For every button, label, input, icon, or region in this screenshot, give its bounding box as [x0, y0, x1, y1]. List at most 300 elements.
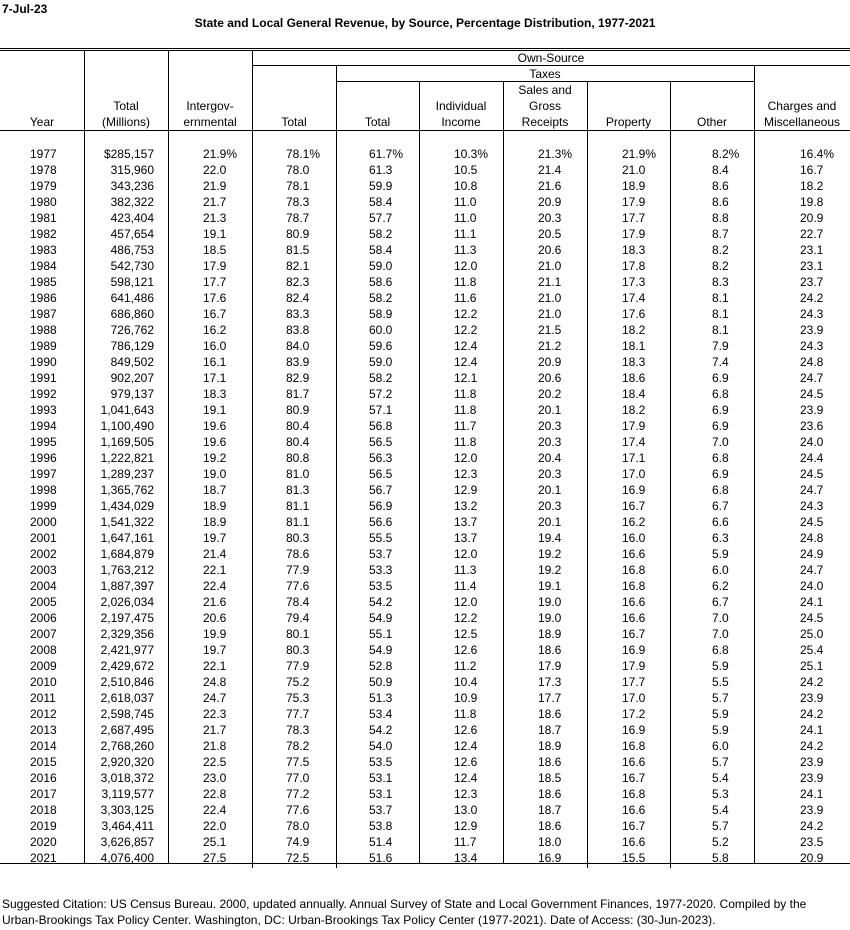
- cell-taxes-total: 51.6: [369, 851, 393, 865]
- cell-property: 16.6: [622, 611, 646, 625]
- cell-property: 16.9: [622, 643, 646, 657]
- cell-own-source-total: 80.9: [286, 227, 310, 241]
- cell-year: 1988: [30, 323, 57, 337]
- cell-sales-gross-receipts: 18.9: [538, 739, 562, 753]
- cell-year: 2010: [30, 675, 57, 689]
- cell-taxes-total: 59.9: [369, 179, 393, 193]
- table-row: [0, 210, 850, 226]
- cell-taxes-total: 58.2: [369, 371, 393, 385]
- cell-charges-misc: 24.2: [800, 739, 824, 753]
- cell-other: 8.8: [712, 211, 729, 225]
- cell-property: 18.4: [622, 387, 646, 401]
- cell-charges-misc: 23.5: [800, 835, 824, 849]
- cell-own-source-total: 82.3: [286, 275, 310, 289]
- cell-individual-income: 12.6: [454, 643, 478, 657]
- cell-year: 1977: [30, 147, 57, 161]
- cell-taxes-total: 54.9: [369, 643, 393, 657]
- cell-own-source-total: 83.3: [286, 307, 310, 321]
- cell-year: 2014: [30, 739, 57, 753]
- cell-other: 5.7: [712, 691, 729, 705]
- cell-other: 6.8: [712, 387, 729, 401]
- cell-individual-income: 12.5: [454, 627, 478, 641]
- cell-charges-misc: 25.4: [800, 643, 824, 657]
- cell-taxes-total: 53.5: [369, 755, 393, 769]
- cell-other: 8.4: [712, 163, 729, 177]
- cell-intergovernmental: 21.7: [203, 723, 227, 737]
- cell-property: 16.6: [622, 547, 646, 561]
- cell-own-source-total: 78.7: [286, 211, 310, 225]
- cell-intergovernmental: 16.0: [203, 339, 227, 353]
- cell-total-millions: 2,026,034: [100, 595, 154, 609]
- cell-property: 16.6: [622, 803, 646, 817]
- cell-total-millions: $285,157: [103, 147, 154, 161]
- cell-own-source-total: 78.3: [286, 723, 310, 737]
- cell-taxes-total: 53.7: [369, 803, 393, 817]
- cell-individual-income: 11.8: [454, 435, 477, 449]
- cell-own-source-total: 75.3: [286, 691, 310, 705]
- cell-own-source-total: 81.1: [286, 515, 310, 529]
- cell-own-source-total: 81.3: [286, 483, 310, 497]
- table-row: [0, 610, 850, 626]
- cell-year: 2013: [30, 723, 57, 737]
- cell-property: 17.3: [622, 275, 646, 289]
- header-sales-line3: Receipts: [521, 115, 569, 129]
- cell-total-millions: 1,289,237: [100, 467, 154, 481]
- cell-individual-income: 12.2: [454, 323, 478, 337]
- cell-intergovernmental: 17.1: [203, 371, 227, 385]
- cell-taxes-total: 56.7: [369, 483, 393, 497]
- cell-intergovernmental: 21.6: [203, 595, 227, 609]
- cell-charges-misc: 24.4: [800, 451, 824, 465]
- cell-charges-misc: 23.9: [800, 403, 824, 417]
- cell-intergovernmental: 20.6: [203, 611, 227, 625]
- cell-intergovernmental: 18.5: [203, 243, 227, 257]
- cell-other: 8.1: [712, 323, 729, 337]
- cell-individual-income: 11.6: [454, 291, 477, 305]
- cell-own-source-total: 80.1: [286, 627, 310, 641]
- cell-year: 1998: [30, 483, 57, 497]
- cell-charges-misc: 23.9: [800, 691, 824, 705]
- cell-sales-gross-receipts: 19.4: [538, 531, 562, 545]
- table-row: [0, 850, 850, 866]
- cell-charges-misc: 16.7: [800, 163, 824, 177]
- cell-total-millions: 542,730: [110, 259, 154, 273]
- cell-year: 1997: [30, 467, 57, 481]
- cell-own-source-total: 80.8: [286, 451, 310, 465]
- cell-property: 18.6: [622, 371, 646, 385]
- cell-property: 18.2: [622, 323, 646, 337]
- cell-total-millions: 3,119,577: [101, 787, 154, 801]
- cell-taxes-total: 57.7: [369, 211, 393, 225]
- table-row: [0, 386, 850, 402]
- cell-intergovernmental: 16.1: [203, 355, 227, 369]
- cell-taxes-total: 56.9: [369, 499, 393, 513]
- cell-property: 16.7: [622, 627, 646, 641]
- header-sales-line1: Sales and: [518, 83, 572, 97]
- table-row: [0, 402, 850, 418]
- cell-individual-income: 12.4: [454, 771, 478, 785]
- cell-own-source-total: 80.3: [286, 531, 310, 545]
- cell-taxes-total: 55.1: [369, 627, 393, 641]
- cell-individual-income: 12.3: [454, 467, 478, 481]
- header-property: Property: [605, 115, 652, 129]
- cell-own-source-total: 77.9: [286, 659, 310, 673]
- cell-sales-gross-receipts: 19.2: [538, 547, 562, 561]
- cell-intergovernmental: 24.8: [203, 675, 227, 689]
- table-row: [0, 466, 850, 482]
- cell-own-source-total: 77.9: [286, 563, 310, 577]
- cell-intergovernmental: 24.7: [203, 691, 227, 705]
- cell-intergovernmental: 19.0: [203, 467, 227, 481]
- cell-charges-misc: 24.3: [800, 499, 824, 513]
- cell-other: 6.7: [712, 595, 729, 609]
- cell-charges-misc: 24.2: [800, 675, 824, 689]
- cell-individual-income: 12.6: [454, 755, 478, 769]
- cell-intergovernmental: 19.1: [203, 227, 227, 241]
- cell-charges-misc: 24.5: [800, 611, 824, 625]
- table-row: [0, 338, 850, 354]
- cell-own-source-total: 82.9: [286, 371, 310, 385]
- cell-sales-gross-receipts: 18.0: [538, 835, 562, 849]
- cell-sales-gross-receipts: 20.3: [538, 419, 562, 433]
- cell-property: 15.5: [622, 851, 646, 865]
- cell-sales-gross-receipts: 20.2: [538, 387, 562, 401]
- cell-property: 17.1: [622, 451, 646, 465]
- table-row: [0, 354, 850, 370]
- cell-intergovernmental: 19.2: [203, 451, 227, 465]
- cell-charges-misc: 24.9: [800, 547, 824, 561]
- cell-sales-gross-receipts: 17.7: [538, 691, 562, 705]
- cell-year: 2016: [30, 771, 57, 785]
- cell-taxes-total: 58.9: [369, 307, 393, 321]
- cell-other: 7.9: [712, 339, 729, 353]
- cell-individual-income: 12.3: [454, 787, 478, 801]
- cell-intergovernmental: 22.1: [203, 563, 227, 577]
- cell-other: 5.9: [712, 659, 729, 673]
- cell-individual-income: 12.6: [454, 723, 478, 737]
- cell-charges-misc: 24.7: [800, 483, 824, 497]
- cell-total-millions: 641,486: [110, 291, 154, 305]
- cell-property: 16.6: [622, 595, 646, 609]
- cell-taxes-total: 57.2: [369, 387, 393, 401]
- cell-intergovernmental: 19.7: [203, 643, 227, 657]
- cell-charges-misc: 24.7: [800, 371, 824, 385]
- cell-own-source-total: 78.3: [286, 195, 310, 209]
- cell-other: 7.0: [712, 611, 729, 625]
- cell-total-millions: 315,960: [110, 163, 154, 177]
- cell-property: 16.6: [622, 755, 646, 769]
- cell-total-millions: 1,434,029: [100, 499, 154, 513]
- cell-taxes-total: 54.0: [369, 739, 393, 753]
- cell-individual-income: 11.2: [454, 659, 477, 673]
- cell-property: 16.7: [622, 819, 646, 833]
- cell-own-source-total: 80.3: [286, 643, 310, 657]
- cell-property: 17.4: [622, 291, 646, 305]
- header-sales-gross-receipts: [503, 82, 587, 130]
- cell-property: 17.9: [622, 227, 646, 241]
- cell-intergovernmental: 21.9%: [203, 147, 238, 161]
- cell-year: 2007: [30, 627, 57, 641]
- cell-total-millions: 1,041,643: [100, 403, 154, 417]
- table-row: [0, 498, 850, 514]
- cell-taxes-total: 57.1: [369, 403, 393, 417]
- cell-property: 16.7: [622, 771, 646, 785]
- cell-sales-gross-receipts: 20.1: [538, 483, 562, 497]
- cell-property: 21.0: [622, 163, 646, 177]
- cell-own-source-total: 81.5: [286, 243, 310, 257]
- cell-total-millions: 1,647,161: [100, 531, 154, 545]
- cell-charges-misc: 24.3: [800, 339, 824, 353]
- cell-year: 1996: [30, 451, 57, 465]
- cell-intergovernmental: 18.9: [203, 515, 227, 529]
- cell-individual-income: 12.0: [454, 259, 478, 273]
- cell-charges-misc: 23.9: [800, 323, 824, 337]
- cell-year: 1982: [30, 227, 57, 241]
- cell-own-source-total: 82.1: [286, 259, 310, 273]
- cell-intergovernmental: 21.7: [203, 195, 227, 209]
- header-year: Year: [29, 115, 55, 129]
- cell-individual-income: 13.7: [454, 531, 478, 545]
- cell-property: 16.8: [622, 739, 646, 753]
- cell-sales-gross-receipts: 20.3: [538, 211, 562, 225]
- cell-sales-gross-receipts: 20.3: [538, 435, 562, 449]
- cell-intergovernmental: 18.7: [203, 483, 227, 497]
- header-income-line2: Income: [441, 115, 481, 129]
- cell-own-source-total: 78.1: [286, 179, 310, 193]
- cell-total-millions: 686,860: [110, 307, 154, 321]
- cell-other: 5.7: [712, 819, 729, 833]
- cell-property: 16.9: [622, 483, 646, 497]
- cell-other: 8.2: [712, 259, 729, 273]
- cell-intergovernmental: 22.4: [203, 803, 227, 817]
- cell-year: 1995: [30, 435, 57, 449]
- header-charges-misc: [754, 98, 850, 130]
- cell-intergovernmental: 19.6: [203, 435, 227, 449]
- table-row: [0, 258, 850, 274]
- header-taxes-total: Total: [364, 115, 391, 129]
- cell-intergovernmental: 19.6: [203, 419, 227, 433]
- cell-other: 8.1: [712, 291, 729, 305]
- cell-property: 16.8: [622, 787, 646, 801]
- table-row: [0, 306, 850, 322]
- cell-individual-income: 11.8: [454, 275, 477, 289]
- table-row: [0, 626, 850, 642]
- cell-intergovernmental: 19.1: [203, 403, 227, 417]
- cell-charges-misc: 24.0: [800, 579, 824, 593]
- cell-year: 1994: [30, 419, 57, 433]
- cell-sales-gross-receipts: 21.1: [538, 275, 562, 289]
- cell-other: 6.9: [712, 403, 729, 417]
- cell-sales-gross-receipts: 18.9: [538, 627, 562, 641]
- cell-property: 18.2: [622, 403, 646, 417]
- table-row: [0, 242, 850, 258]
- cell-other: 6.8: [712, 451, 729, 465]
- cell-other: 5.3: [712, 787, 729, 801]
- cell-year: 2017: [30, 787, 57, 801]
- cell-charges-misc: 18.2: [800, 179, 824, 193]
- cell-taxes-total: 55.5: [369, 531, 393, 545]
- table-title: State and Local General Revenue, by Source, Percentage Distribution, 1977-2021: [194, 16, 656, 30]
- cell-sales-gross-receipts: 18.6: [538, 819, 562, 833]
- cell-total-millions: 1,763,212: [100, 563, 154, 577]
- cell-other: 6.0: [712, 563, 729, 577]
- table-row: [0, 770, 850, 786]
- cell-sales-gross-receipts: 18.6: [538, 643, 562, 657]
- cell-taxes-total: 50.9: [369, 675, 393, 689]
- cell-intergovernmental: 21.9: [203, 179, 227, 193]
- cell-property: 17.4: [622, 435, 646, 449]
- cell-property: 17.0: [622, 691, 646, 705]
- table-row: [0, 706, 850, 722]
- table-row: [0, 194, 850, 210]
- cell-charges-misc: 24.7: [800, 563, 824, 577]
- cell-own-source-total: 75.2: [286, 675, 310, 689]
- cell-total-millions: 2,421,977: [100, 643, 154, 657]
- cell-total-millions: 1,365,762: [100, 483, 154, 497]
- cell-other: 8.6: [712, 195, 729, 209]
- cell-individual-income: 11.3: [454, 243, 477, 257]
- citation-line2: Urban-Brookings Tax Policy Center. Washington, DC: Urban-Brookings Tax Policy Center (1977-2021). Date of Access: (30-Jun-2023).: [2, 913, 716, 927]
- cell-taxes-total: 58.4: [369, 243, 393, 257]
- table-row: [0, 514, 850, 530]
- cell-charges-misc: 24.8: [800, 355, 824, 369]
- cell-property: 16.0: [622, 531, 646, 545]
- cell-individual-income: 11.8: [454, 387, 477, 401]
- cell-property: 17.7: [622, 211, 646, 225]
- cell-taxes-total: 56.3: [369, 451, 393, 465]
- cell-taxes-total: 61.7%: [369, 147, 404, 161]
- citation: [2, 896, 848, 928]
- cell-year: 2020: [30, 835, 57, 849]
- cell-own-source-total: 83.8: [286, 323, 310, 337]
- cell-taxes-total: 51.4: [369, 835, 393, 849]
- cell-other: 5.8: [712, 851, 729, 865]
- cell-sales-gross-receipts: 18.7: [538, 723, 562, 737]
- cell-property: 17.9: [622, 419, 646, 433]
- cell-intergovernmental: 25.1: [203, 835, 227, 849]
- cell-charges-misc: 24.5: [800, 387, 824, 401]
- cell-other: 7.4: [712, 355, 729, 369]
- cell-other: 6.9: [712, 371, 729, 385]
- cell-charges-misc: 25.0: [800, 627, 824, 641]
- cell-property: 17.8: [622, 259, 646, 273]
- cell-taxes-total: 59.0: [369, 259, 393, 273]
- cell-own-source-total: 72.5: [286, 851, 310, 865]
- table-row: [0, 546, 850, 562]
- header-other: Other: [696, 115, 727, 129]
- cell-sales-gross-receipts: 21.0: [538, 259, 562, 273]
- cell-sales-gross-receipts: 18.6: [538, 787, 562, 801]
- cell-individual-income: 12.4: [454, 339, 478, 353]
- cell-charges-misc: 24.1: [800, 595, 824, 609]
- cell-total-millions: 726,762: [110, 323, 154, 337]
- header-total-millions-line2: (Millions): [102, 115, 150, 129]
- cell-total-millions: 1,100,490: [100, 419, 154, 433]
- cell-property: 18.1: [622, 339, 646, 353]
- cell-property: 17.9: [622, 659, 646, 673]
- cell-year: 2021: [30, 851, 57, 865]
- cell-total-millions: 2,687,495: [100, 723, 154, 737]
- cell-individual-income: 12.1: [454, 371, 478, 385]
- cell-sales-gross-receipts: 21.0: [538, 307, 562, 321]
- cell-charges-misc: 24.2: [800, 819, 824, 833]
- cell-sales-gross-receipts: 20.3: [538, 499, 562, 513]
- cell-total-millions: 343,236: [110, 179, 154, 193]
- cell-total-millions: 2,618,037: [100, 691, 154, 705]
- cell-property: 16.2: [622, 515, 646, 529]
- cell-charges-misc: 24.8: [800, 531, 824, 545]
- cell-sales-gross-receipts: 21.2: [538, 339, 562, 353]
- cell-total-millions: 457,654: [110, 227, 154, 241]
- cell-year: 2001: [30, 531, 57, 545]
- cell-individual-income: 12.0: [454, 595, 478, 609]
- cell-other: 5.9: [712, 707, 729, 721]
- cell-year: 2019: [30, 819, 57, 833]
- cell-charges-misc: 20.9: [800, 211, 824, 225]
- cell-individual-income: 12.0: [454, 547, 478, 561]
- cell-own-source-total: 77.6: [286, 579, 310, 593]
- cell-year: 1983: [30, 243, 57, 257]
- cell-total-millions: 1,169,505: [100, 435, 154, 449]
- cell-sales-gross-receipts: 20.5: [538, 227, 562, 241]
- header-charges-line2: Miscellaneous: [763, 115, 841, 129]
- cell-intergovernmental: 22.5: [203, 755, 227, 769]
- cell-individual-income: 13.0: [454, 803, 478, 817]
- cell-charges-misc: 20.9: [800, 851, 824, 865]
- cell-individual-income: 12.0: [454, 451, 478, 465]
- cell-taxes-total: 58.2: [369, 291, 393, 305]
- cell-intergovernmental: 16.2: [203, 323, 227, 337]
- cell-taxes-total: 53.4: [369, 707, 393, 721]
- cell-intergovernmental: 17.6: [203, 291, 227, 305]
- cell-year: 2005: [30, 595, 57, 609]
- cell-sales-gross-receipts: 18.5: [538, 771, 562, 785]
- cell-total-millions: 4,076,400: [100, 851, 154, 865]
- cell-total-millions: 979,137: [110, 387, 154, 401]
- cell-other: 5.4: [712, 803, 729, 817]
- table-row: [0, 818, 850, 834]
- cell-own-source-total: 81.1: [286, 499, 310, 513]
- cell-year: 1990: [30, 355, 57, 369]
- cell-total-millions: 2,510,846: [100, 675, 154, 689]
- cell-sales-gross-receipts: 21.6: [538, 179, 562, 193]
- table-row: [0, 674, 850, 690]
- cell-sales-gross-receipts: 21.5: [538, 323, 562, 337]
- cell-taxes-total: 56.6: [369, 515, 393, 529]
- cell-intergovernmental: 23.0: [203, 771, 227, 785]
- cell-charges-misc: 24.3: [800, 307, 824, 321]
- table-row: [0, 434, 850, 450]
- cell-individual-income: 11.1: [454, 227, 477, 241]
- cell-total-millions: 423,404: [110, 211, 154, 225]
- cell-own-source-total: 83.9: [286, 355, 310, 369]
- cell-charges-misc: 23.7: [800, 275, 824, 289]
- cell-sales-gross-receipts: 20.1: [538, 515, 562, 529]
- cell-year: 1987: [30, 307, 57, 321]
- cell-year: 1984: [30, 259, 57, 273]
- cell-total-millions: 1,684,879: [100, 547, 154, 561]
- cell-total-millions: 598,121: [110, 275, 154, 289]
- cell-sales-gross-receipts: 20.3: [538, 467, 562, 481]
- cell-total-millions: 2,920,320: [100, 755, 154, 769]
- cell-charges-misc: 24.1: [800, 787, 824, 801]
- header-income-line1: Individual: [435, 99, 487, 113]
- cell-other: 5.9: [712, 723, 729, 737]
- cell-own-source-total: 80.4: [286, 435, 310, 449]
- cell-year: 1979: [30, 179, 57, 193]
- cell-own-source-total: 80.9: [286, 403, 310, 417]
- cell-year: 1989: [30, 339, 57, 353]
